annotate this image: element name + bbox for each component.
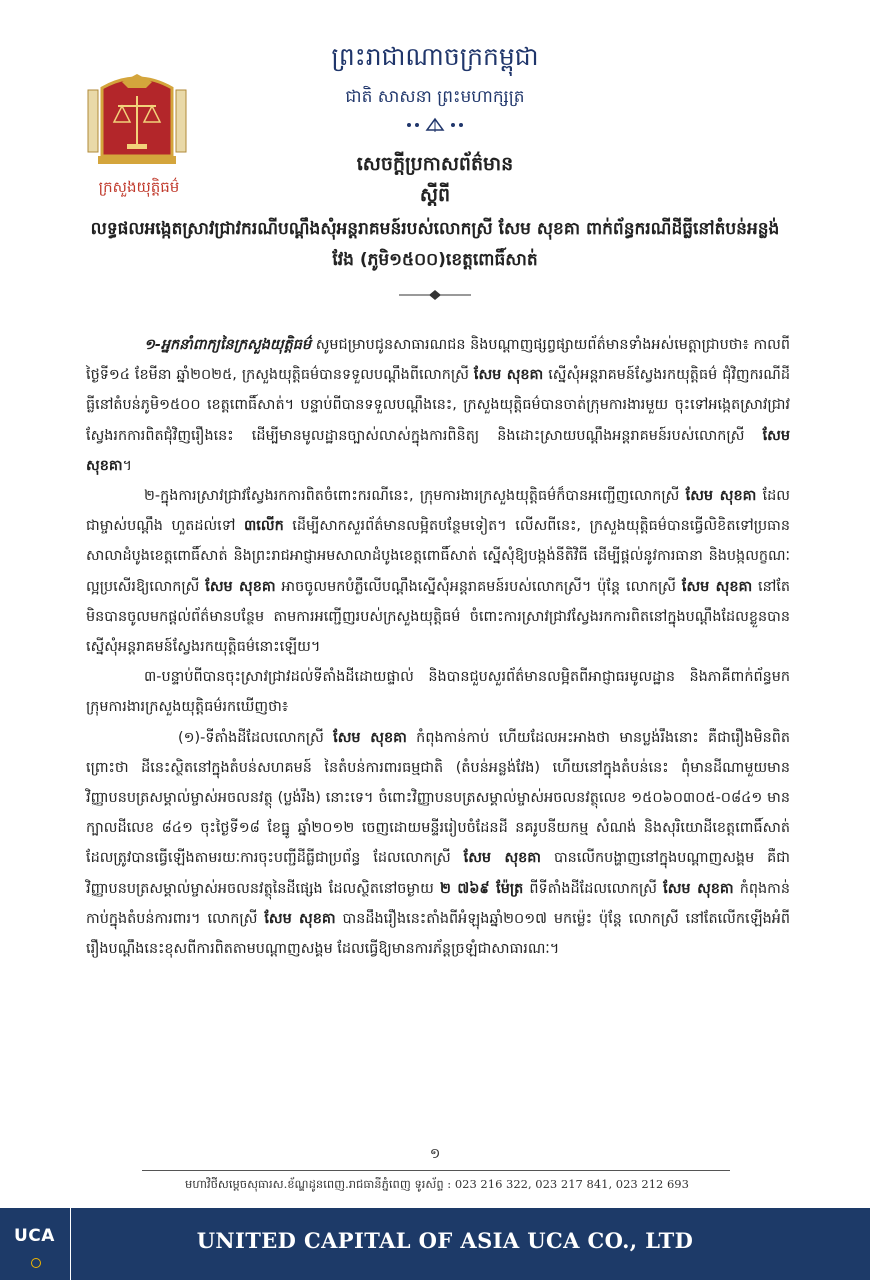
complainant-name: សែម សុខគា: [86, 427, 790, 474]
paragraph-1: ១-អ្នកនាំពាក្យនៃក្រសួងយុត្តិធម៌ សូមជម្រាបជូនសាធារណជន និងបណ្តាញផ្សព្វផ្សាយព័ត៌មានទាំងអស់មេត្តាជ្រាបថា៖ កាលពីថ្ងៃទី១៤ ខែមីនា ឆ្នាំ២០២៥, ក្រសួងយុត្តិធម៌បានទទួលបណ្តឹងពីលោកស្រី សែម សុខគា ស្នើសុំអន្តរាគមន៍ស្វែងរកយុត្តិធម៌ ជុំវិញករណីដីធ្លីនៅតំបន់ភូមិ១៥០០ ខេត្តពោធិ៍សាត់។ បន្ទាប់ពីបានទទួលបណ្តឹងនេះ, ក្រសួងយុត្តិធម៌បានចាត់ក្រុមការងារមួយ ចុះទៅអង្កេតស្រាវជ្រាវស្វែងរកការពិតជុំវិញរឿងនេះ ដើម្បីមានមូលដ្ឋានច្បាស់លាស់ក្នុងការពិនិត្យ និងដោះស្រាយបណ្តឹងអន្តរាគមន៍របស់លោកស្រី សែម សុខគា។: [86, 337, 790, 474]
national-motto: ជាតិ សាសនា ព្រះមហាក្សត្រ: [345, 87, 525, 107]
about-label: ស្តីពី: [419, 184, 451, 206]
complainant-name: សែម សុខគា: [333, 729, 407, 746]
spokesperson-lead: ១-អ្នកនាំពាក្យនៃក្រសួងយុត្តិធម៌: [144, 337, 312, 353]
banner-title: UNITED CAPITAL OF ASIA UCA CO., LTD: [196, 1228, 694, 1253]
complainant-name: សែម សុខគា: [264, 910, 336, 927]
uca-logo-text: UCA: [14, 1226, 55, 1246]
kingdom-heading: ព្រះរាជាណាចក្រកម្ពុជា: [331, 42, 539, 71]
document-type: សេចក្តីប្រកាសព័ត៌មាន: [356, 153, 514, 175]
divider-ornament-icon: [395, 288, 475, 302]
document-subject: លទ្ធផលអង្កេតស្រាវជ្រាវករណីបណ្តឹងសុំអន្តរាគមន៍របស់លោកស្រី សែម សុខគា ពាក់ព័ន្ធករណីដីធ្លីនៅតំបន់អន្លង់វែង (ភូមិ១៥០០)ខេត្តពោធិ៍សាត់: [90, 219, 780, 270]
complainant-name: សែម សុខគា: [681, 578, 753, 595]
distance-value: ២ ៧៦៩ ម៉ែត្រ: [439, 880, 524, 897]
page-number: ១: [429, 1146, 441, 1162]
ministry-emblem-icon: [82, 72, 192, 168]
ornament-icon: [395, 116, 475, 134]
invitation-count: ៣លើក: [244, 518, 284, 535]
uca-ring-icon: [31, 1258, 41, 1268]
uca-logo: [0, 1208, 71, 1280]
complainant-name: សែម សុខគា: [205, 578, 276, 595]
paragraph-3: ៣-បន្ទាប់ពីបានចុះស្រាវជ្រាវដល់ទីតាំងដីដោយផ្ទាល់ និងបានជួបសួរព័ត៌មានលម្អិតពីអាជ្ញាធរមូលដ្ឋាន និងភាគីពាក់ព័ន្ធមក ក្រុមការងារក្រសួងយុត្តិធម៌រកឃើញថា៖: [86, 669, 790, 716]
complainant-name: សែម សុខគា: [473, 367, 544, 384]
complainant-name: សែម សុខគា: [463, 850, 541, 867]
ministry-name: ក្រសួងយុត្តិធម៌: [98, 178, 180, 196]
footer-address: មហាវិថីសម្តេចសុធារស.ខ័ណ្ឌដូនពេញ.រាជធានីភ្នំពេញ ទូរស័ព្ទ : 023 216 322, 023 217 841, 023 212 693: [185, 1177, 689, 1191]
complainant-name: សែម សុខគា: [685, 488, 757, 505]
footer-divider: [142, 1170, 730, 1171]
body-text: [86, 330, 790, 964]
paragraph-4: (១)-ទីតាំងដីដែលលោកស្រី សែម សុខគា កំពុងកាន់កាប់ ហើយដែលអះអាងថា មានប្លង់រឹងនោះ គឺជារឿងមិនពិត ព្រោះថា ដីនេះស្ថិតនៅក្នុងតំបន់សហគមន៍ នៃតំបន់ការពារធម្មជាតិ (តំបន់អន្លង់វែង) ហើយនៅក្នុងតំបន់នេះ ពុំមានដីណាមួយមានវិញ្ញាបនបត្រសម្គាល់ម្ចាស់អចលនវត្ថុ (ប្លង់រឹង) នោះទេ។ ចំពោះវិញ្ញាបនបត្រសម្គាល់ម្ចាស់អចលនវត្ថុលេខ ១៥០៦០៣០៥-០៨៤១ មានក្បាលដីលេខ ៨៤១ ចុះថ្ងៃទី១៨ ខែធ្នូ ឆ្នាំ២០១២ ចេញដោយមន្ទីររៀបចំដែនដី នគរូបនីយកម្ម សំណង់ និងសុរិយោដីខេត្តពោធិ៍សាត់ ដែលត្រូវបានធ្វើឡើងតាមរយៈការចុះបញ្ជីដីធ្លីជាប្រព័ន្ធ ដែលលោកស្រី សែម សុខគា បានលើកបង្ហាញនៅក្នុងបណ្តាញសង្គម គឺជាវិញ្ញាបនបត្រសម្គាល់ម្ចាស់អចលនវត្ថុនៃដីផ្សេង ដែលស្ថិតនៅចម្ងាយ ២ ៧៦៩ ម៉ែត្រ ពីទីតាំងដីដែលលោកស្រី សែម សុខគា កំពុងកាន់កាប់ក្នុងតំបន់ការពារ។ លោកស្រី សែម សុខគា បានដឹងរឿងនេះតាំងពីអំឡុងឆ្នាំ២០១៧ មកម្ល៉េះ ប៉ុន្តែ លោកស្រី នៅតែលើកឡើងអំពីរឿងបណ្តឹងនេះខុសពីការពិតតាមបណ្តាញសង្គម ដែលធ្វើឱ្យមានការភ័ន្តច្រឡំជាសាធារណៈ។: [86, 729, 790, 958]
paragraph-2: ២-ក្នុងការស្រាវជ្រាវស្វែងរកការពិតចំពោះករណីនេះ, ក្រុមការងារក្រសួងយុត្តិធម៌ក៏បានអញ្ជើញលោកស្រី សែម សុខគា ដែលជាម្ចាស់បណ្តឹង ហួតដល់ទៅ ៣លើក ដើម្បីសាកសួរព័ត៌មានលម្អិតបន្ថែមទៀត។ លើសពីនេះ, ក្រសួងយុត្តិធម៌បានធ្វើលិខិតទៅប្រធានសាលាដំបូងខេត្តពោធិ៍សាត់ និងព្រះរាជអាជ្ញាអមសាលាដំបូងខេត្តពោធិ៍សាត់ ស្នើសុំឱ្យបង្កង់នីតិវិធី ដើម្បីផ្តល់នូវការធានា និងបង្កលក្ខណៈល្អប្រសើរឱ្យលោកស្រី សែម សុខគា អាចចូលមកបំភ្លឺលើបណ្តឹងស្នើសុំអន្តរាគមន៍របស់លោកស្រី។ ប៉ុន្តែ លោកស្រី សែម សុខគា នៅតែមិនបានចូលមកផ្តល់ព័ត៌មានបន្ថែម តាមការអញ្ជើញរបស់ក្រសួងយុត្តិធម៌ ចំពោះការស្រាវជ្រាវស្វែងរកការពិតនៅក្នុងបណ្តឹងដែលខ្លួនបានស្នើសុំអន្តរាគមន៍ស្វែងរកយុត្តិធម៌នោះឡើយ។: [86, 488, 791, 656]
complainant-name: សែម សុខគា: [663, 880, 734, 897]
